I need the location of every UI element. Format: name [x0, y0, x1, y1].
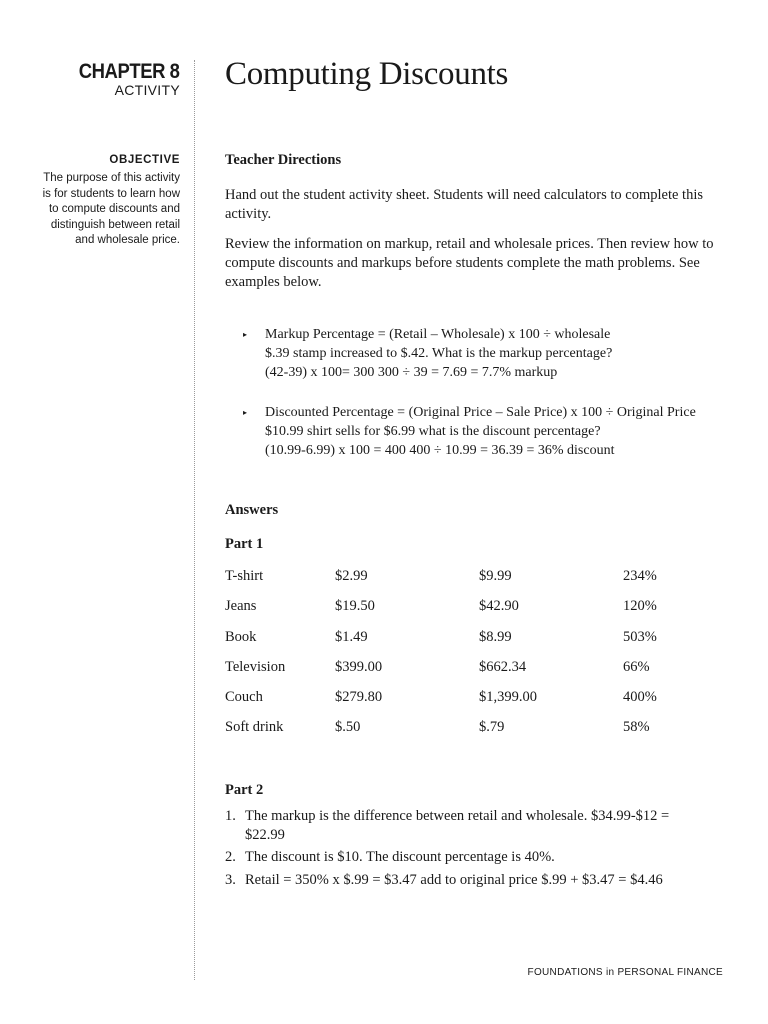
list-number: 1.: [225, 808, 236, 824]
vertical-divider: [194, 60, 195, 980]
item-cell: Jeans: [225, 598, 257, 615]
teacher-directions-heading: Teacher Directions: [225, 152, 342, 168]
table-row: [225, 568, 725, 598]
table-row: [225, 689, 725, 719]
footer-suffix: PERSONAL FINANCE: [617, 967, 723, 978]
retail-cell: $8.99: [479, 628, 512, 645]
wholesale-cell: $1.49: [335, 628, 368, 645]
chapter-label: CHAPTER 8: [79, 60, 180, 83]
page-title: Computing Discounts: [225, 56, 509, 92]
list-item: [225, 848, 705, 867]
directions-paragraph-1: Hand out the student activity sheet. Students will need calculators to complete this activity.: [225, 187, 703, 222]
wholesale-cell: $279.80: [335, 689, 383, 706]
objective-text: The purpose of this activity is for students to learn how to compute discounts and distinguish between retail and wholesale price.: [42, 172, 180, 246]
retail-cell: $.79: [479, 719, 505, 736]
item-cell: Television: [225, 658, 286, 675]
retail-cell: $1,399.00: [479, 689, 537, 706]
example-line: Markup Percentage = (Retail – Wholesale) x 100 ÷ wholesale: [265, 327, 611, 342]
list-text: Retail = 350% x $.99 = $3.47 add to original price $.99 + $3.47 = $4.46: [245, 871, 663, 888]
wholesale-cell: $399.00: [335, 658, 383, 675]
table-row: [225, 598, 725, 628]
list-text: The discount is $10. The discount percentage is 40%.: [245, 849, 555, 865]
part2-list: [225, 807, 705, 893]
item-cell: Soft drink: [225, 719, 284, 736]
footer-prefix: FOUNDATIONS: [527, 967, 603, 978]
item-cell: T-shirt: [225, 568, 264, 584]
markup-cell: 503%: [623, 628, 657, 645]
markup-cell: 400%: [623, 689, 657, 706]
part1-table: [225, 568, 725, 750]
example-line: $.39 stamp increased to $.42. What is the markup percentage?: [265, 346, 613, 361]
item-cell: Book: [225, 628, 257, 645]
list-item: [225, 871, 705, 890]
wholesale-cell: $2.99: [335, 568, 368, 584]
markup-cell: 66%: [623, 658, 650, 675]
markup-cell: 120%: [623, 598, 657, 615]
footer-middle: in: [602, 967, 618, 978]
bullet-arrow-icon: ▸: [243, 330, 248, 339]
example-line: $10.99 shirt sells for $6.99 what is the discount percentage?: [265, 424, 601, 439]
wholesale-cell: $19.50: [335, 598, 375, 615]
list-item: [225, 807, 705, 844]
retail-cell: $9.99: [479, 568, 512, 584]
footer-brand: [528, 967, 723, 978]
list-number: 3.: [225, 871, 236, 888]
item-cell: Couch: [225, 689, 263, 706]
list-text: The markup is the difference between retail and wholesale. $34.99-$12 = $22.99: [245, 808, 670, 843]
list-number: 2.: [225, 849, 236, 865]
retail-cell: $662.34: [479, 658, 527, 675]
bullet-arrow-icon: ▸: [243, 408, 248, 417]
retail-cell: $42.90: [479, 598, 519, 615]
wholesale-cell: $.50: [335, 719, 361, 736]
directions-paragraph-2: Review the information on markup, retail and wholesale prices. Then review how to compute discounts and markups before students complete the math problems. See examples below.: [225, 236, 714, 290]
markup-cell: 234%: [623, 568, 657, 584]
example-line: (42-39) x 100= 300 300 ÷ 39 = 7.69 = 7.7% markup: [265, 365, 558, 380]
table-row: [225, 659, 725, 689]
example-line: Discounted Percentage = (Original Price – Sale Price) x 100 ÷ Original Price: [265, 405, 696, 420]
activity-label: ACTIVITY: [114, 82, 180, 98]
table-row: [225, 719, 725, 749]
example-line: (10.99-6.99) x 100 = 400 400 ÷ 10.99 = 36.39 = 36% discount: [265, 443, 615, 458]
part2-heading: Part 2: [225, 782, 264, 798]
markup-cell: 58%: [623, 719, 650, 736]
part1-heading: Part 1: [225, 536, 264, 552]
table-row: [225, 629, 725, 659]
objective-title: OBJECTIVE: [109, 154, 180, 166]
answers-heading: Answers: [225, 502, 279, 518]
